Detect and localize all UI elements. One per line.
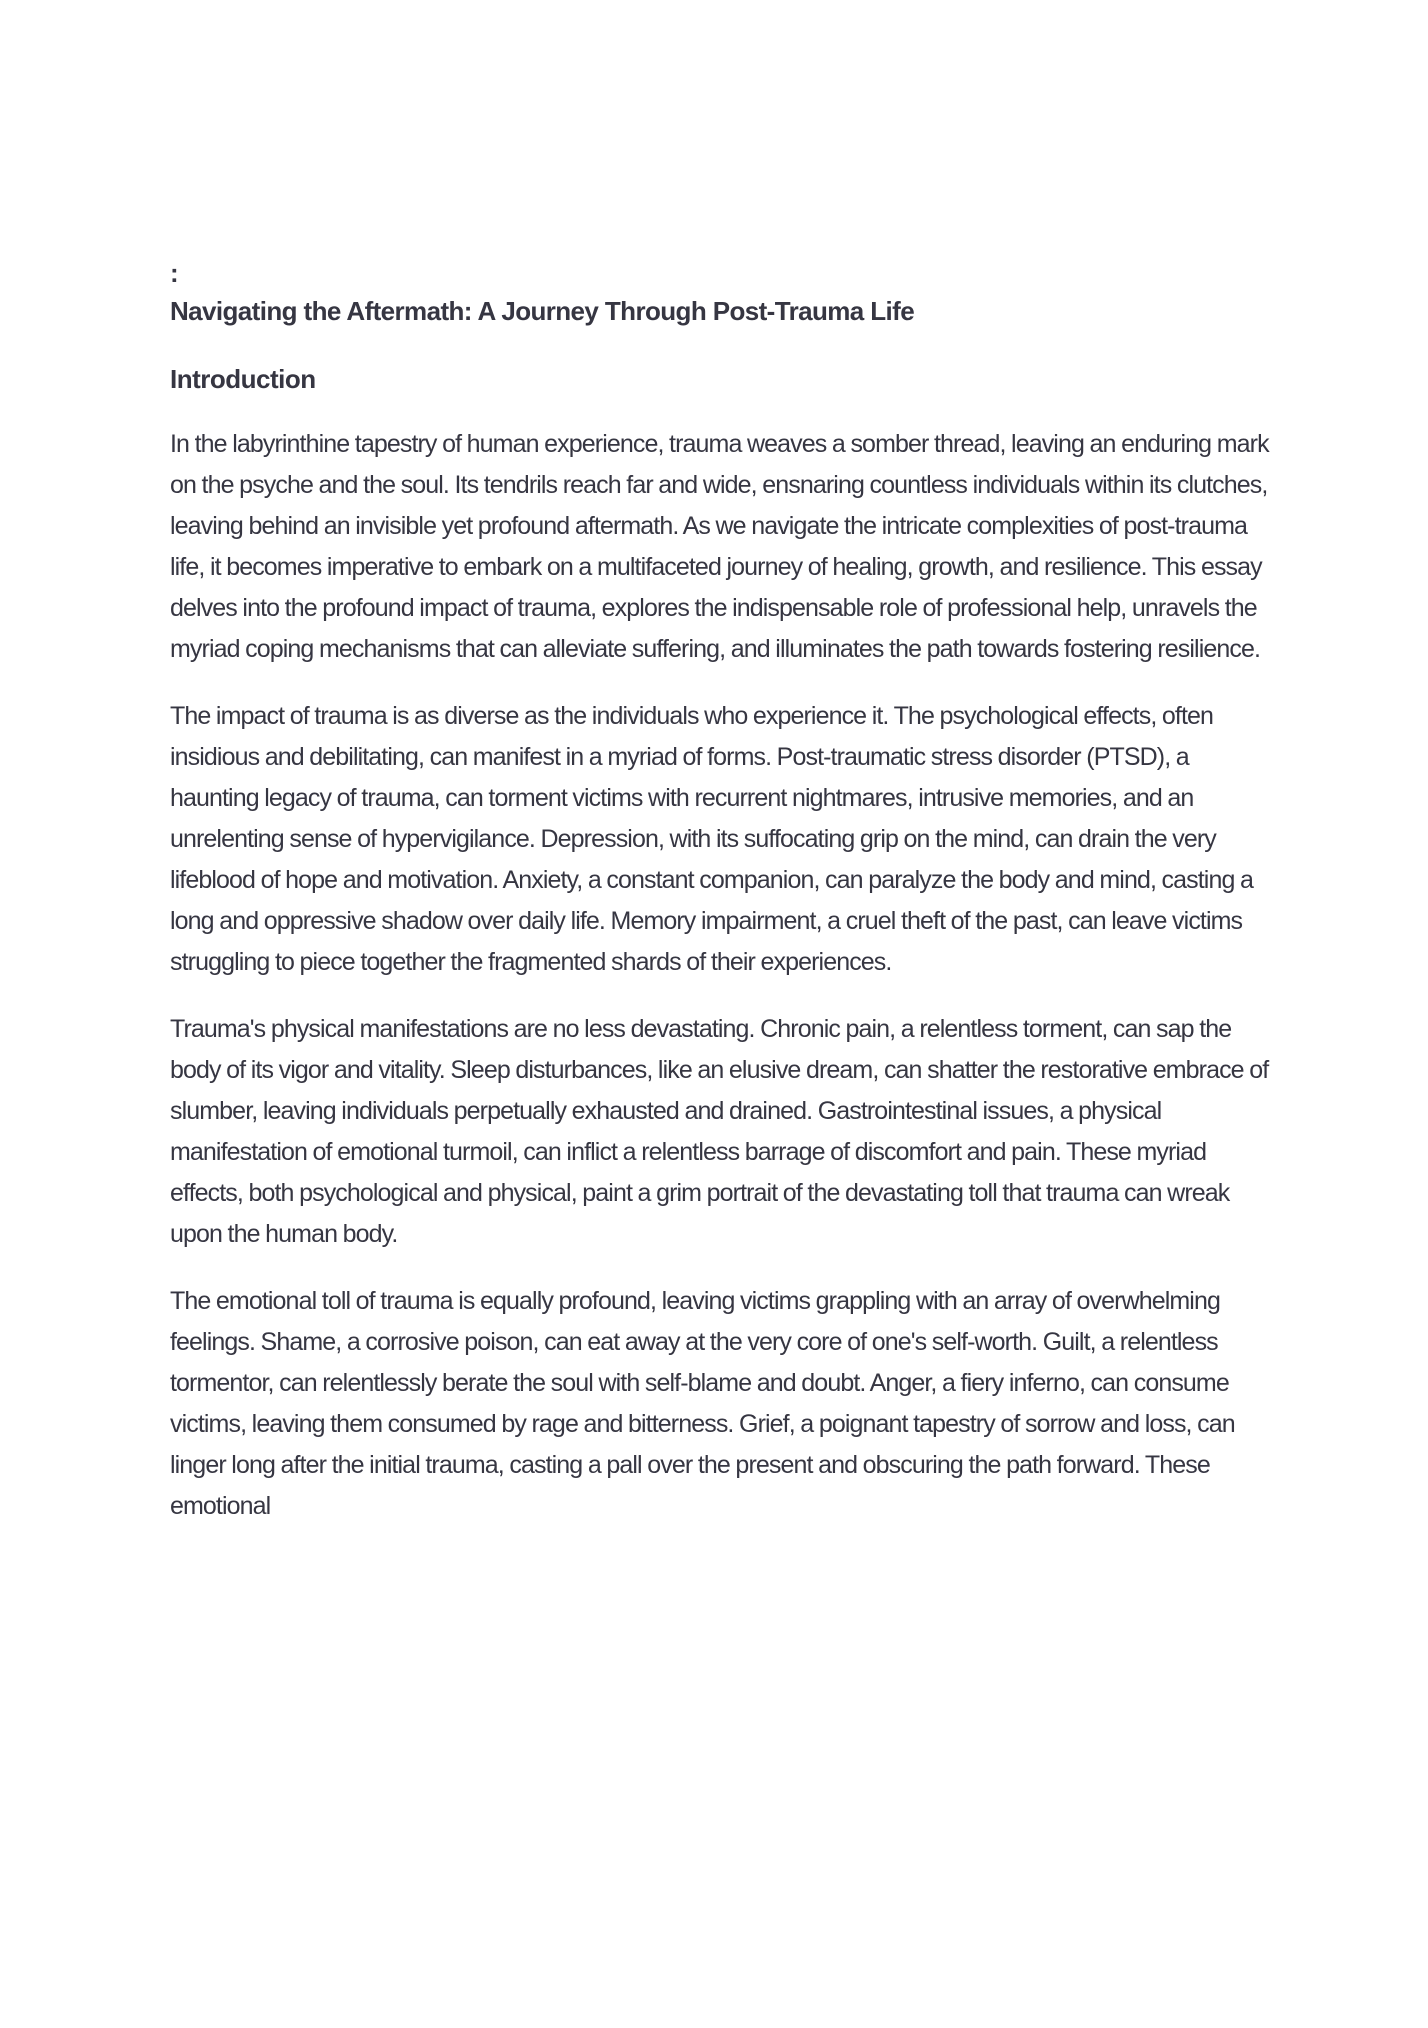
paragraph-3: Trauma's physical manifestations are no less devastating. Chronic pain, a relentless torment, can sap the body of its vigor and vitality. Sleep disturbances, like an elusive dream, can shatter the restorative embrace of slumber, leaving individuals perpetually exhausted and drained. Gastrointestinal issues, a physical manifestation of emotional turmoil, can inflict a relentless barrage of discomfort and pain. These myriad effects, both psychological and physical, paint a grim portrait of the devastating toll that trauma can wreak upon the human body. — [170, 1015, 1269, 1248]
paragraph-4: The emotional toll of trauma is equally profound, leaving victims grappling with an array of overwhelming feelings. Shame, a corrosive poison, can eat away at the very core of one's self-worth. Guilt, a relentless tormentor, can relentlessly berate the soul with self-blame and doubt. Anger, a fiery inferno, can consume victims, leaving them consumed by rage and bitterness. Grief, a poignant tapestry of sorrow and loss, can linger long after the initial trauma, casting a pall over the present and obscuring the path forward. These emotional — [170, 1287, 1235, 1520]
section-heading-introduction: Introduction — [170, 364, 316, 394]
paragraph-1: In the labyrinthine tapestry of human experience, trauma weaves a somber thread, leaving an enduring mark on the psyche and the soul. Its tendrils reach far and wide, ensnaring countless individuals within its clutches, leaving behind an invisible yet profound aftermath. As we navigate the intricate complexities of post-trauma life, it becomes imperative to embark on a multifaceted journey of healing, growth, and resilience. This essay delves into the profound impact of trauma, explores the indispensable role of professional help, unravels the myriad coping mechanisms that can alleviate suffering, and illuminates the path towards fostering resilience. — [170, 430, 1269, 663]
document-page — [170, 258, 1270, 1527]
document-title: Navigating the Aftermath: A Journey Through Post-Trauma Life — [170, 296, 915, 326]
paragraph-2: The impact of trauma is as diverse as the individuals who experience it. The psychological effects, often insidious and debilitating, can manifest in a myriad of forms. Post-traumatic stress disorder (PTSD), a haunting legacy of trauma, can torment victims with recurrent nightmares, intrusive memories, and an unrelenting sense of hypervigilance. Depression, with its suffocating grip on the mind, can drain the very lifeblood of hope and motivation. Anxiety, a constant companion, can paralyze the body and mind, casting a long and oppressive shadow over daily life. Memory impairment, a cruel theft of the past, can leave victims struggling to piece together the fragmented shards of their experiences. — [170, 702, 1254, 976]
title-prefix: : — [170, 258, 179, 288]
